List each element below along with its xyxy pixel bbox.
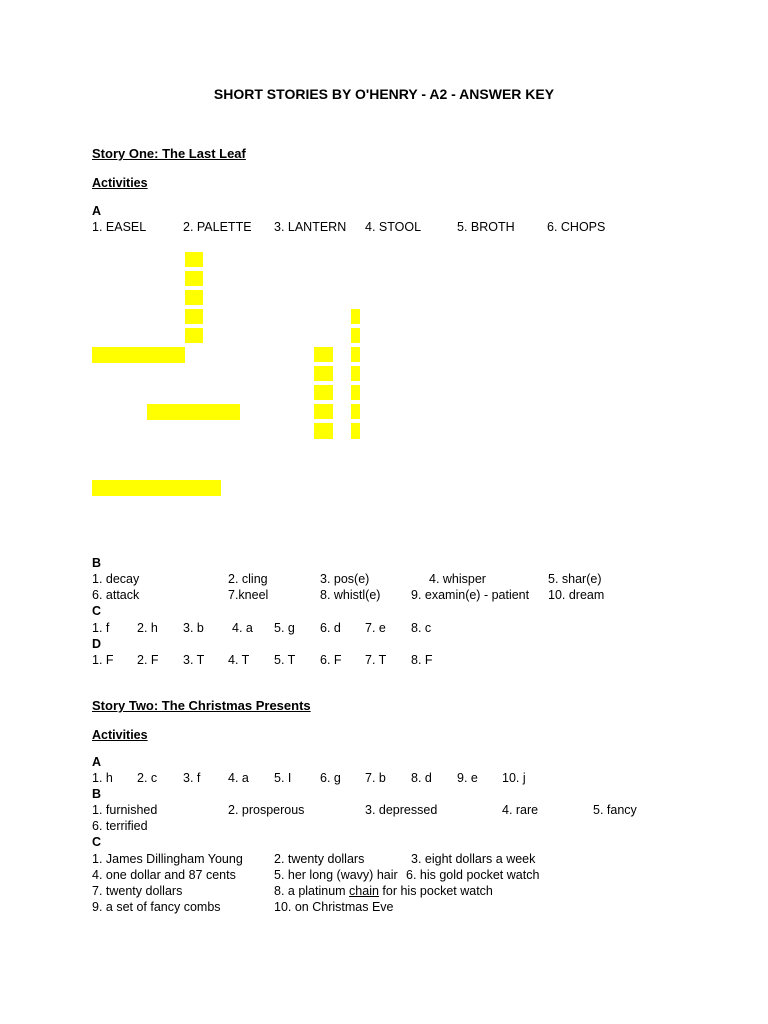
crossword-cell	[314, 404, 333, 419]
story-one-a-item: 6. CHOPS	[547, 220, 606, 234]
story-two-b-item: 4. rare	[502, 803, 539, 817]
story-two-section-b-letter: B	[92, 787, 102, 801]
story-two-c-item-8	[274, 883, 493, 899]
story-two-c-item: 7. twenty dollars	[92, 884, 183, 898]
story-one-c-item: 7. e	[365, 621, 386, 635]
crossword-cell	[351, 347, 360, 362]
story-one-c-item: 5. g	[274, 621, 295, 635]
story-one-b-item: 2. cling	[228, 572, 268, 586]
story-two-c-item: 9. a set of fancy combs	[92, 900, 221, 914]
crossword-cell	[185, 290, 203, 305]
story-one-b-item: 5. shar(e)	[548, 572, 602, 586]
story-two-activities-heading: Activities	[92, 728, 148, 742]
story-two-c-item: 10. on Christmas Eve	[274, 900, 394, 914]
story-two-a-item: 9. e	[457, 771, 478, 785]
story-one-b-item: 8. whistl(e)	[320, 588, 381, 602]
story-one-d-item: 2. F	[137, 653, 159, 667]
story-one-section-d-letter: D	[92, 637, 102, 651]
story-one-a-item: 5. BROTH	[457, 220, 515, 234]
story-two-section-c-letter: C	[92, 835, 102, 849]
story-two-b-item: 2. prosperous	[228, 803, 305, 817]
story-one-b-item: 3. pos(e)	[320, 572, 370, 586]
story-two-a-item: 7. b	[365, 771, 386, 785]
story-one-d-item: 7. T	[365, 653, 387, 667]
story-two-a-item: 8. d	[411, 771, 432, 785]
story-one-c-item: 8. c	[411, 621, 432, 635]
item-8-suffix: for his pocket watch	[378, 884, 493, 898]
story-two-a-item: 10. j	[502, 771, 526, 785]
story-one-section-c-letter: C	[92, 604, 102, 618]
story-one-d-item: 3. T	[183, 653, 205, 667]
story-one-c-item: 1. f	[92, 621, 110, 635]
story-one-c-item: 6. d	[320, 621, 341, 635]
item-8-prefix: 8. a platinum	[274, 884, 350, 898]
crossword-cell	[351, 423, 360, 439]
crossword-cell	[185, 252, 203, 267]
page-title: SHORT STORIES BY O'HENRY - A2 - ANSWER KEY	[213, 86, 555, 102]
story-two-b-item: 1. furnished	[92, 803, 158, 817]
story-one-d-item: 1. F	[92, 653, 114, 667]
story-two-a-item: 5. I	[274, 771, 292, 785]
crossword-cell	[351, 328, 360, 343]
story-one-section-a-letter: A	[92, 204, 102, 218]
story-two-c-item: 4. one dollar and 87 cents	[92, 868, 236, 882]
story-one-b-item: 1. decay	[92, 572, 140, 586]
story-one-d-item: 5. T	[274, 653, 296, 667]
story-two-a-item: 2. c	[137, 771, 158, 785]
story-two-b-item: 3. depressed	[365, 803, 438, 817]
crossword-bar	[92, 480, 221, 496]
story-one-d-item: 4. T	[228, 653, 250, 667]
story-two-b-item: 5. fancy	[593, 803, 637, 817]
crossword-cell	[185, 309, 203, 324]
story-one-section-b-letter: B	[92, 556, 102, 570]
crossword-cell	[314, 423, 333, 439]
crossword-cell	[351, 366, 360, 381]
story-one-c-item: 3. b	[183, 621, 204, 635]
story-one-activities-heading: Activities	[92, 176, 148, 190]
story-one-a-item: 2. PALETTE	[183, 220, 252, 234]
story-one-a-item: 1. EASEL	[92, 220, 147, 234]
crossword-cell	[351, 385, 360, 400]
crossword-cell	[185, 328, 203, 343]
story-one-heading: Story One: The Last Leaf	[92, 146, 246, 161]
story-two-c-item: 5. her long (wavy) hair	[274, 868, 398, 882]
story-two-c-item: 2. twenty dollars	[274, 852, 365, 866]
story-one-c-item: 4. a	[232, 621, 253, 635]
item-8-underlined-word: chain	[349, 884, 379, 898]
crossword-cell	[185, 271, 203, 286]
story-one-a-item: 4. STOOL	[365, 220, 422, 234]
story-two-c-item: 6. his gold pocket watch	[406, 868, 540, 882]
crossword-cell	[314, 385, 333, 400]
story-one-b-item: 4. whisper	[429, 572, 486, 586]
story-two-a-item: 6. g	[320, 771, 341, 785]
crossword-bar	[147, 404, 240, 420]
story-one-d-item: 6. F	[320, 653, 342, 667]
story-two-heading: Story Two: The Christmas Presents	[92, 698, 311, 713]
story-two-a-item: 3. f	[183, 771, 201, 785]
story-one-b-item: 6. attack	[92, 588, 140, 602]
crossword-cell	[314, 366, 333, 381]
story-two-a-item: 1. h	[92, 771, 113, 785]
crossword-cell	[351, 309, 360, 324]
story-two-c-item: 3. eight dollars a week	[411, 852, 536, 866]
story-two-c-item: 1. James Dillingham Young	[92, 852, 243, 866]
story-one-b-item: 9. examin(e) - patient	[411, 588, 530, 602]
story-one-c-item: 2. h	[137, 621, 158, 635]
crossword-cell	[314, 347, 333, 362]
story-two-section-a-letter: A	[92, 755, 102, 769]
story-one-d-item: 8. F	[411, 653, 433, 667]
story-one-a-item: 3. LANTERN	[274, 220, 347, 234]
crossword-cell	[351, 404, 360, 419]
story-one-b-item: 10. dream	[548, 588, 605, 602]
story-two-b-item: 6. terrified	[92, 819, 148, 833]
crossword-bar	[92, 347, 185, 363]
story-two-a-item: 4. a	[228, 771, 249, 785]
story-one-b-item: 7.kneel	[228, 588, 269, 602]
